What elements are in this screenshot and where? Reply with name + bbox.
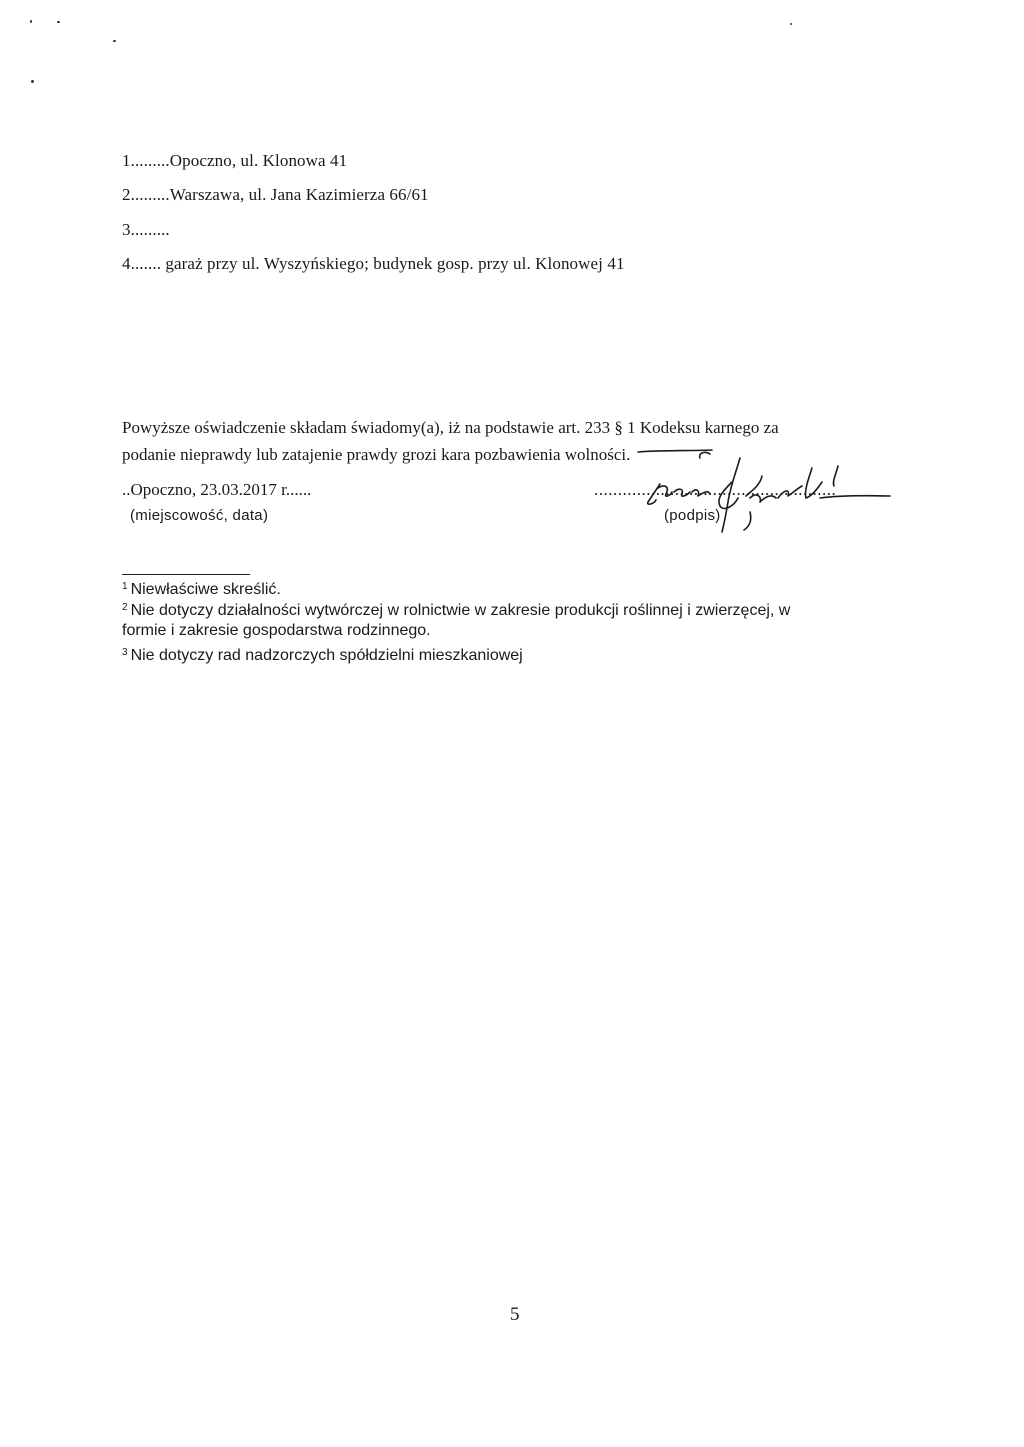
footnote-marker: 1 [122,581,128,592]
scan-speck [113,40,116,42]
statement-line-1: Powyższe oświadczenie składam świadomy(a), iż na podstawie art. 233 § 1 Kodeksu karnego za [122,418,779,437]
address-item-number: 4. [122,254,135,273]
place-date-value: ..Opoczno, 23.03.2017 r...... [122,480,312,499]
address-item-text: ........Warszawa, ul. Jana Kazimierza 66/61 [134,185,429,204]
footnote-divider [122,574,250,575]
address-item-number: 2. [122,185,135,204]
scan-speck [790,23,792,25]
signature-caption: (podpis) [664,507,721,524]
place-date-caption: (miejscowość, data) [130,507,269,524]
footnote-1 [122,577,281,600]
footnote-text: Niewłaściwe skreślić. [130,581,281,598]
statement-line-2: podanie nieprawdy lub zatajenie prawdy grozi kara pozbawienia wolności. [122,445,631,464]
footnote-marker: 3 [122,647,128,658]
address-item-number: 1. [122,151,135,170]
footnote-text: Nie dotyczy działalności wytwórczej w rolnictwie w zakresie produkcji roślinnej i zwierzęcej, w [130,602,791,619]
footnote-text: Nie dotyczy rad nadzorczych spółdzielni mieszkaniowej [130,647,523,664]
handwritten-signature [600,440,900,550]
scan-speck [57,21,60,23]
address-item-3 [122,220,170,240]
address-item-2 [122,185,429,205]
address-item-1 [122,151,347,171]
footnote-marker: 2 [122,602,128,613]
address-item-4 [122,254,625,274]
scan-speck [30,20,32,23]
address-item-text: ........Opoczno, ul. Klonowa 41 [134,151,348,170]
signature-dotted-line: ................................................... [594,480,837,499]
address-item-text: ...... garaż przy ul. Wyszyńskiego; budynek gosp. przy ul. Klonowej 41 [134,254,625,273]
address-item-number: 3. [122,220,135,239]
footnote-3 [122,643,523,666]
footnote-2 [122,598,790,621]
page-number: 5 [510,1304,520,1325]
address-item-text: ........ [134,220,170,239]
scan-speck [31,80,34,83]
footnote-2-continuation: formie i zakresie gospodarstwa rodzinnego. [122,622,431,639]
